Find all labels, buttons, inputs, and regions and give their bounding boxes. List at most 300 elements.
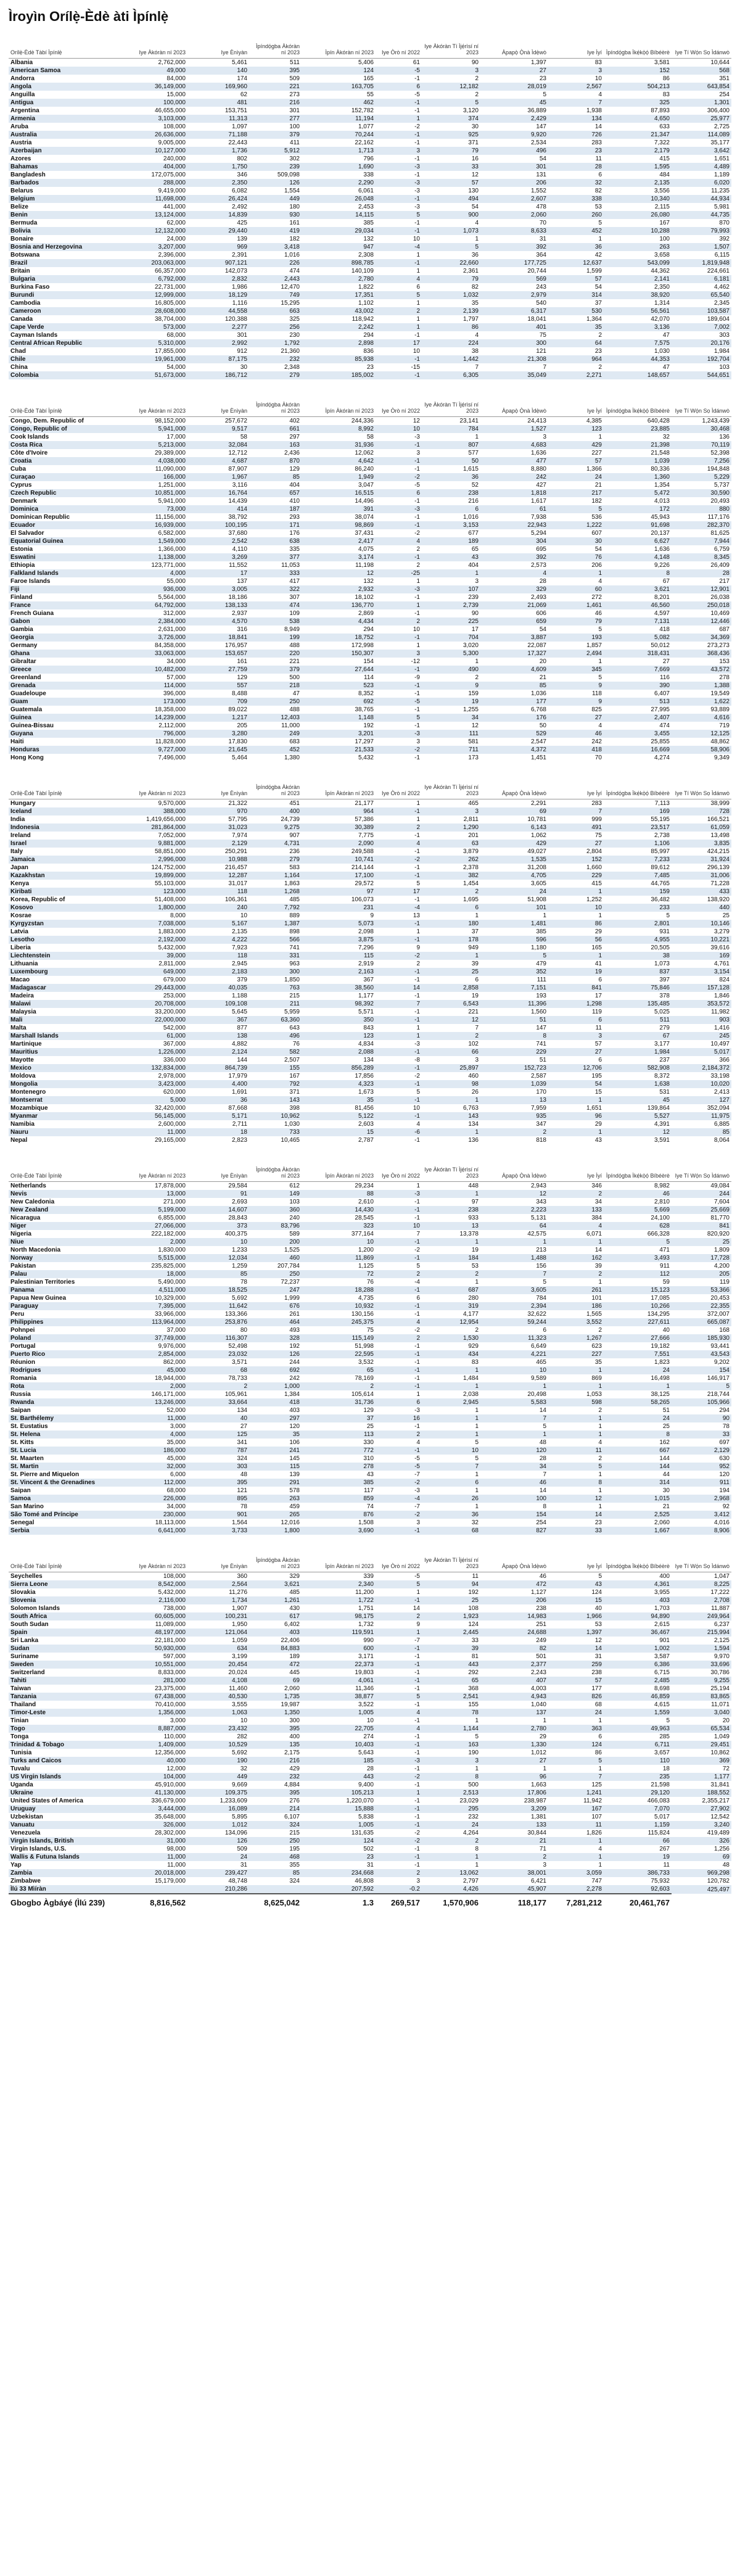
- table-cell: -1: [376, 1286, 422, 1294]
- table-row: [9, 1439, 731, 1447]
- table-cell: 7: [548, 807, 604, 815]
- table-cell: 100: [480, 1495, 548, 1503]
- country-name: Hong Kong: [10, 754, 44, 761]
- table-cell: 9,005,000: [158, 139, 186, 146]
- table-cell: 54: [548, 1080, 604, 1088]
- header-row: [9, 388, 731, 417]
- table-row: [9, 67, 731, 75]
- table-cell: 37: [302, 1414, 376, 1422]
- table-row: [9, 807, 731, 815]
- country-name: Philippines: [9, 1318, 126, 1326]
- table-cell: 20,176: [672, 339, 731, 347]
- table-row: [9, 1096, 731, 1104]
- table-cell: 336,679,000: [151, 1798, 186, 1804]
- table-cell: 259: [548, 1661, 604, 1669]
- table-cell: 48,748: [228, 1878, 247, 1885]
- table-cell: 54: [539, 626, 546, 633]
- table-cell: 133: [480, 1821, 548, 1829]
- country-name: Burkina Faso: [10, 284, 50, 291]
- table-row: [9, 315, 731, 323]
- table-cell: 34: [594, 1199, 602, 1205]
- table-cell: 529: [480, 730, 548, 738]
- country-name: Gibraltar: [10, 658, 36, 665]
- table-cell: 7: [475, 1025, 479, 1031]
- table-row: [9, 1503, 731, 1511]
- table-row: [9, 1853, 731, 1861]
- table-cell: 192: [468, 1589, 479, 1596]
- table-cell: 433: [672, 888, 731, 896]
- country-name: Panama: [9, 1286, 126, 1294]
- table-cell: 2,139: [422, 307, 480, 315]
- country-name: Nauru: [9, 1128, 126, 1136]
- table-cell: 307: [289, 594, 300, 601]
- table-cell: 2,738: [654, 832, 670, 839]
- table-cell: 8,833,000: [158, 1669, 186, 1676]
- table-cell: 169,960: [187, 83, 249, 91]
- table-cell: 138,133: [187, 601, 249, 609]
- table-cell: 27,066,000: [126, 1222, 187, 1230]
- table-cell: 12,132,000: [126, 227, 187, 235]
- table-cell: 5,171: [187, 1112, 249, 1120]
- table-cell: 4: [598, 722, 602, 729]
- table-cell: 78: [240, 1279, 247, 1286]
- table-cell: 36: [471, 252, 479, 258]
- table-cell: 133,366: [224, 1311, 247, 1318]
- table-cell: 37,000: [166, 1327, 186, 1334]
- table-cell: 83: [594, 59, 602, 66]
- table-cell: 2,060: [654, 1519, 670, 1526]
- country-name: Poland: [9, 1334, 126, 1342]
- table-cell: 870: [249, 457, 302, 465]
- report-page: [9, 0, 731, 1910]
- table-row: [9, 1182, 731, 1191]
- table-cell: 5: [666, 1717, 670, 1724]
- table-cell: [126, 1885, 187, 1894]
- table-cell: 11,698,000: [126, 195, 187, 203]
- table-cell: 573,000: [126, 323, 187, 331]
- country-name: South Africa: [9, 1612, 126, 1620]
- table-cell: 443: [302, 1773, 376, 1781]
- table-cell: 8,352: [358, 690, 374, 697]
- table-cell: 5,017: [654, 1814, 670, 1820]
- table-cell: 22,087: [527, 642, 546, 649]
- table-cell: -1: [414, 993, 420, 999]
- table-row: [9, 872, 731, 880]
- country-name: Taiwan: [10, 1685, 31, 1692]
- table-cell: 233: [604, 904, 672, 912]
- country-name: Liberia: [10, 944, 31, 951]
- table-cell: 2: [598, 332, 602, 339]
- table-cell: 7,775: [358, 832, 374, 839]
- table-cell: 105,213: [302, 1789, 376, 1797]
- table-cell: 16: [376, 1414, 422, 1422]
- table-cell: 5: [543, 91, 546, 98]
- table-cell: 35,049: [480, 371, 548, 379]
- country-name: Kenya: [10, 880, 30, 887]
- table-cell: 279: [249, 371, 302, 379]
- table-cell: 162: [548, 1254, 604, 1262]
- table-cell: 8,488: [231, 690, 247, 697]
- table-cell: 185,002: [302, 371, 376, 379]
- table-cell: 23,141: [459, 418, 479, 424]
- table-cell: 64: [548, 339, 604, 347]
- table-cell: 125: [591, 1781, 602, 1788]
- table-cell: 1: [598, 1862, 602, 1868]
- table-cell: 256: [249, 323, 302, 331]
- table-cell: -1: [414, 1749, 420, 1756]
- table-cell: 5,645: [231, 1009, 247, 1015]
- table-cell: 784: [422, 425, 480, 433]
- table-cell: 1: [422, 952, 480, 960]
- table-cell: -6: [376, 1128, 422, 1136]
- table-cell: 63: [422, 840, 480, 848]
- country-name: Eswatini: [9, 553, 126, 561]
- table-cell: 18: [662, 1765, 670, 1772]
- table-cell: 12,034: [187, 1254, 249, 1262]
- table-cell: 11,000: [126, 1853, 187, 1861]
- table-cell: 395: [187, 1479, 249, 1487]
- table-cell: -1: [376, 1206, 422, 1214]
- table-cell: 292: [468, 1669, 479, 1676]
- table-cell: 7: [543, 1471, 546, 1478]
- table-cell: 598: [548, 1398, 604, 1406]
- table-cell: -4: [414, 1279, 420, 1286]
- table-cell: 167: [659, 220, 670, 226]
- table-cell: 19: [604, 1853, 672, 1861]
- header-row: [9, 1543, 731, 1572]
- table-cell: -1: [376, 634, 422, 642]
- country-name: Puerto Rico: [9, 1350, 126, 1358]
- table-cell: 5,406: [358, 59, 374, 66]
- column-header: Ìpíndọ́gba Àkóràn ní 2023: [249, 30, 302, 59]
- table-cell: 30,786: [710, 1669, 730, 1676]
- table-cell: 403: [249, 1629, 302, 1637]
- table-cell: 6,855,000: [158, 1215, 186, 1221]
- table-cell: 250,291: [224, 848, 247, 855]
- table-cell: 352,094: [707, 1105, 730, 1112]
- table-cell: 41,130,000: [126, 1789, 187, 1797]
- table-cell: 312,000: [163, 610, 186, 617]
- table-cell: 2,391: [231, 252, 247, 258]
- table-cell: 10: [376, 425, 422, 433]
- table-cell: 2,945: [231, 960, 247, 967]
- table-cell: 125: [187, 1430, 249, 1439]
- table-cell: 2,858: [422, 984, 480, 992]
- table-cell: 418: [249, 1398, 302, 1406]
- table-cell: 4,400: [187, 1080, 249, 1088]
- column-header: Orílẹ̀-Èdè Tàbí Ìpínlẹ̀: [9, 388, 126, 417]
- table-cell: 379: [249, 666, 302, 674]
- table-cell: 6: [475, 976, 479, 983]
- table-cell: 100: [289, 123, 300, 130]
- table-cell: 1: [376, 115, 422, 123]
- table-cell: 326: [672, 1837, 731, 1845]
- table-row: [9, 1120, 731, 1128]
- table-cell: 61,059: [672, 824, 731, 832]
- table-cell: 135: [249, 1741, 302, 1749]
- table-cell: 13,062: [422, 1869, 480, 1877]
- table-cell: 343: [536, 1199, 546, 1205]
- table-cell: 2: [475, 674, 479, 681]
- table-cell: 2,088: [302, 1048, 376, 1056]
- table-cell: 3,059: [548, 1869, 604, 1877]
- table-cell: 11,198: [355, 562, 374, 569]
- table-cell: 319: [422, 1302, 480, 1310]
- table-cell: 250,018: [672, 601, 731, 609]
- table-cell: 5,571: [358, 1009, 374, 1015]
- table-cell: 36: [187, 1096, 249, 1104]
- table-cell: 65,534: [672, 1725, 731, 1733]
- country-name: Nicaragua: [10, 1215, 41, 1221]
- table-cell: 692: [302, 698, 376, 706]
- table-cell: 657: [249, 489, 302, 497]
- table-cell: 140,109: [351, 268, 374, 275]
- country-name: Slovenia: [9, 1596, 126, 1604]
- table-cell: 261: [548, 1286, 604, 1294]
- table-cell: 26,080: [604, 211, 672, 219]
- table-cell: 26,636,000: [126, 131, 187, 139]
- table-cell: 51,908: [527, 896, 546, 903]
- table-cell: 8,887,000: [126, 1725, 187, 1733]
- table-cell: 4,597: [654, 610, 670, 617]
- table-cell: 5,167: [187, 920, 249, 928]
- table-row: [9, 1717, 731, 1725]
- table-cell: 211: [249, 1000, 302, 1008]
- table-cell: 43: [366, 1471, 374, 1478]
- table-cell: 18,102: [355, 594, 374, 601]
- table-cell: 333: [249, 569, 302, 577]
- table-row: [9, 363, 731, 371]
- table-cell: 531: [659, 1089, 670, 1096]
- table-row: [9, 593, 731, 601]
- total-cell: 8,816,562: [126, 1894, 187, 1910]
- table-cell: 2,291: [530, 800, 546, 807]
- table-cell: 13,498: [710, 832, 730, 839]
- table-cell: 124: [302, 67, 376, 75]
- table-row: [9, 1471, 731, 1479]
- column-header: Iye Àkóràn Tí Ìjẹ́rìsí ní 2023: [422, 1153, 480, 1182]
- table-cell: 18,129: [187, 291, 249, 299]
- table-cell: 6,402: [284, 1621, 300, 1628]
- table-cell: 5,564,000: [158, 594, 186, 601]
- table-cell: 10,469: [710, 610, 730, 617]
- table-cell: 242: [591, 738, 602, 745]
- table-cell: 58,265: [604, 1398, 672, 1406]
- table-cell: 314: [548, 291, 604, 299]
- table-cell: -3: [414, 1487, 420, 1494]
- country-name: Cape Verde: [9, 323, 126, 331]
- table-cell: 23,375,000: [154, 1685, 186, 1692]
- table-cell: 10: [302, 1238, 376, 1246]
- table-cell: 106,361: [224, 896, 247, 903]
- country-name: Mongolia: [9, 1080, 126, 1088]
- table-cell: -1: [414, 864, 420, 871]
- table-cell: 347: [536, 1121, 546, 1128]
- table-cell: 75,846: [604, 984, 672, 992]
- country-name: Fiji: [9, 585, 126, 593]
- country-name: Papua New Guinea: [10, 1295, 67, 1302]
- table-cell: 1: [598, 1717, 602, 1724]
- table-cell: 1: [475, 658, 479, 665]
- table-cell: 118,942: [352, 316, 374, 323]
- table-cell: 240: [289, 1215, 300, 1221]
- table-cell: 441,000: [163, 204, 186, 210]
- report-section: [9, 1153, 731, 1535]
- table-cell: 1: [598, 1279, 602, 1286]
- table-cell: 152: [548, 856, 604, 864]
- table-cell: 907,121: [187, 259, 249, 267]
- country-name: Mayotte: [10, 1057, 34, 1063]
- table-cell: -1: [414, 155, 420, 162]
- table-cell: 94,890: [604, 1612, 672, 1620]
- table-cell: 44,735: [672, 211, 731, 219]
- table-cell: 1,797: [462, 316, 479, 323]
- table-cell: 98,000: [166, 1846, 186, 1852]
- table-cell: 19: [422, 698, 480, 706]
- table-row: [9, 1326, 731, 1334]
- table-cell: 45,000: [166, 1455, 186, 1462]
- table-cell: 138: [187, 1032, 249, 1040]
- table-cell: 1,012: [530, 1749, 546, 1756]
- table-cell: 1: [543, 1717, 546, 1724]
- table-cell: 7,002: [672, 323, 731, 331]
- table-cell: 5,122: [302, 1112, 376, 1120]
- table-cell: 1,535: [480, 856, 548, 864]
- table-cell: 33: [422, 163, 480, 171]
- table-cell: 2: [376, 1334, 422, 1342]
- table-row: [9, 1136, 731, 1144]
- table-cell: 10: [376, 1222, 422, 1230]
- table-cell: 33,966,000: [154, 1311, 186, 1318]
- table-cell: 1,966: [548, 1612, 604, 1620]
- table-cell: 15: [548, 1596, 604, 1604]
- table-cell: 2: [548, 1190, 604, 1198]
- table-row: [9, 323, 731, 331]
- table-cell: 1,189: [713, 171, 730, 178]
- country-name: New Zealand: [9, 1206, 126, 1214]
- table-cell: 29,572: [355, 880, 374, 887]
- table-cell: 1: [416, 816, 420, 823]
- table-cell: 11,975: [672, 1112, 731, 1120]
- table-cell: 477: [480, 457, 548, 465]
- column-header: Ìpín Àkóràn ní 2023: [302, 30, 376, 59]
- table-cell: 4: [475, 220, 479, 226]
- table-cell: 1,734: [187, 1596, 249, 1604]
- table-cell: 244: [672, 1190, 731, 1198]
- table-cell: 5,300: [422, 650, 480, 658]
- table-cell: 341: [237, 1439, 247, 1446]
- data-table: [9, 1153, 731, 1535]
- total-cell: [187, 1894, 249, 1910]
- table-cell: 427: [536, 482, 546, 489]
- table-cell: 3: [416, 738, 420, 745]
- table-cell: 7,070: [604, 1805, 672, 1813]
- table-cell: 10: [480, 1366, 548, 1374]
- table-cell: 2,493: [530, 594, 546, 601]
- table-cell: 285: [659, 1733, 670, 1740]
- table-cell: 677: [468, 530, 479, 537]
- table-cell: 78,733: [228, 1375, 247, 1382]
- table-cell: 239: [249, 163, 302, 171]
- country-name: Bosnia and Herzegovina: [9, 243, 126, 251]
- table-cell: 65: [302, 1366, 376, 1374]
- table-cell: 33: [672, 1430, 731, 1439]
- table-cell: 13: [413, 912, 420, 919]
- table-row: [9, 1455, 731, 1463]
- table-row: [9, 1725, 731, 1733]
- table-cell: 216,457: [224, 864, 247, 871]
- table-cell: 3,103,000: [126, 115, 187, 123]
- table-cell: 452: [548, 227, 604, 235]
- table-cell: 2,060: [480, 211, 548, 219]
- table-cell: -1: [376, 1064, 422, 1072]
- table-cell: 38,001: [480, 1869, 548, 1877]
- table-cell: 1,073: [422, 227, 480, 235]
- column-header: Iye Tí Wọ́n Sọ Ìdánwò: [672, 770, 731, 799]
- table-cell: 123: [302, 1032, 376, 1040]
- table-cell: 8,633: [480, 227, 548, 235]
- table-cell: -1: [414, 1359, 420, 1366]
- table-cell: 5,432: [358, 754, 374, 761]
- column-header: Ìpíndọ́gba Ìkẹ́kọ̀ọ́ Bíbéèrè: [604, 1543, 672, 1572]
- table-cell: 5,838: [358, 1814, 374, 1820]
- table-row: [9, 722, 731, 730]
- table-row: [9, 219, 731, 227]
- table-cell: 825: [591, 706, 602, 713]
- country-name: Curaçao: [9, 473, 126, 481]
- table-cell: 969: [187, 243, 249, 251]
- table-cell: 4,110: [232, 546, 247, 553]
- table-row: [9, 1645, 731, 1653]
- country-name: Sweden: [9, 1661, 126, 1669]
- table-cell: 67: [604, 1032, 672, 1040]
- table-cell: 1,243,439: [702, 418, 730, 424]
- table-cell: 23: [548, 147, 604, 155]
- table-cell: 15: [302, 1128, 376, 1136]
- table-cell: 19: [471, 993, 479, 999]
- table-cell: 68: [594, 1701, 602, 1708]
- table-cell: 75: [366, 1327, 374, 1334]
- table-cell: -1: [414, 1798, 420, 1804]
- table-cell: 6,792,000: [126, 275, 187, 283]
- table-cell: 6: [422, 1479, 480, 1487]
- table-cell: 2: [376, 1612, 422, 1620]
- table-cell: 215,994: [672, 1629, 731, 1637]
- table-cell: 6,115: [714, 252, 730, 258]
- table-cell: 5,432,000: [158, 944, 186, 951]
- table-cell: 31,000: [126, 1837, 187, 1845]
- table-cell: 449: [249, 195, 302, 203]
- table-cell: 82: [594, 188, 602, 194]
- table-cell: 1: [548, 1366, 604, 1374]
- table-cell: 3,621: [604, 585, 672, 593]
- country-name: Congo, Republic of: [9, 425, 126, 433]
- table-cell: 67,438,000: [126, 1693, 187, 1701]
- country-name: Equatorial Guinea: [9, 537, 126, 545]
- table-cell: 1: [475, 1717, 479, 1724]
- country-name: Vanuatu: [9, 1821, 126, 1829]
- table-cell: 1,259: [231, 1263, 247, 1269]
- table-cell: 5,432,000: [158, 1589, 186, 1596]
- column-header: Ìpíndọ́gba Ìkẹ́kọ̀ọ́ Bíbéèrè: [604, 388, 672, 417]
- table-cell: 272: [591, 594, 602, 601]
- table-cell: 2,355,217: [702, 1798, 730, 1804]
- table-cell: 16,939,000: [126, 521, 187, 529]
- table-row: [9, 1222, 731, 1230]
- table-cell: 2,345: [713, 300, 730, 307]
- table-cell: 3,591: [654, 1137, 670, 1144]
- table-cell: 6,641,000: [126, 1527, 187, 1535]
